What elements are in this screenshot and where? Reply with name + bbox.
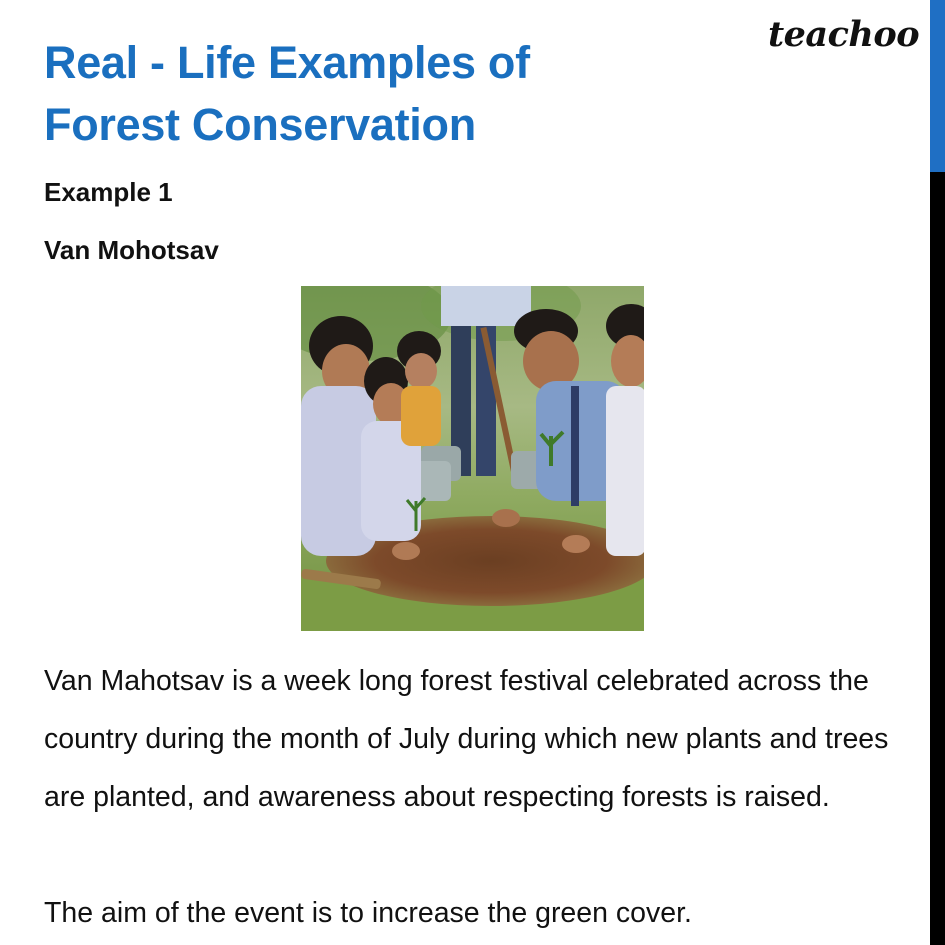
aim-paragraph: The aim of the event is to increase the green cover. [44,897,692,929]
title-line-2: Forest Conservation [44,99,476,150]
title-line-1: Real - Life Examples of [44,37,530,88]
scrollbar[interactable] [930,0,945,945]
scrollbar-thumb[interactable] [930,0,945,172]
description-paragraph: Van Mahotsav is a week long forest festival celebrated across the country during the month of July during which new plants and trees are planted, and awareness about respecting forests is raised. [44,665,889,813]
tree-planting-photo [301,286,644,631]
page-title [44,32,530,156]
example-label: Example 1 [44,177,173,207]
example-name: Van Mohotsav [44,235,219,265]
teachoo-logo: teachoo [768,14,920,55]
